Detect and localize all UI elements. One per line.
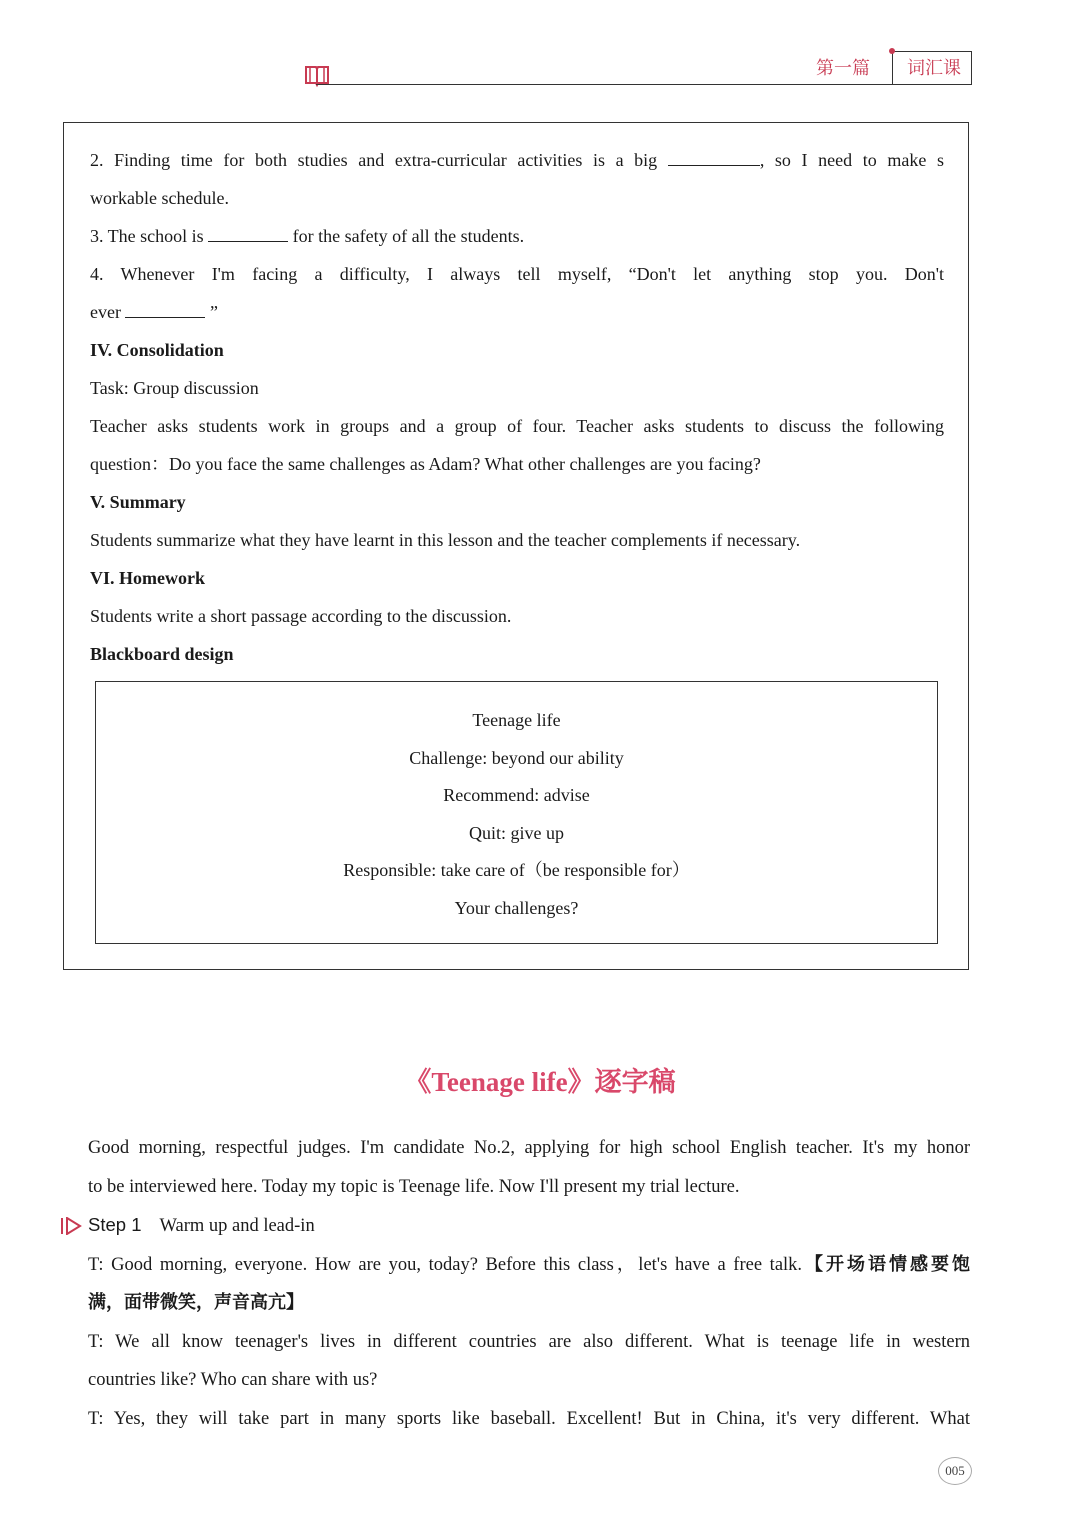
- step-arrow-icon: [60, 1217, 82, 1235]
- consolidation-body-line2: question：Do you face the same challenges as Adam? What other challenges are you facing?: [90, 454, 761, 474]
- script-title: 《Teenage life》逐字稿: [404, 1067, 676, 1097]
- blackboard-line: Quit: give up: [469, 822, 564, 843]
- homework-body: Students write a short passage according to the discussion.: [90, 606, 512, 626]
- exercise-q3: 3. The school is for the safety of all the students.: [90, 217, 944, 255]
- blackboard-line: Recommend: advise: [443, 785, 590, 805]
- summary-heading: V. Summary: [90, 492, 186, 512]
- header-section: [816, 50, 972, 84]
- blackboard-line: Your challenges?: [454, 897, 579, 918]
- header-lesson: 词汇课: [892, 51, 972, 84]
- consolidation-heading: IV. Consolidation: [90, 340, 224, 360]
- step-heading: [88, 1206, 970, 1246]
- summary-body: Students summarize what they have learnt in this lesson and the teacher complements if necessary.: [90, 530, 801, 550]
- stage-note-cont: 满，面带微笑，声音高亢】: [88, 1292, 304, 1313]
- blank-q2: [668, 147, 760, 166]
- blackboard-heading: Blackboard design: [90, 644, 234, 664]
- blank-q3: [208, 223, 288, 242]
- teacher-line2-cont: countries like? Who can share with us?: [88, 1370, 378, 1390]
- teacher-line2: T: We all know teenager's lives in different countries are also different. What is teenage life in western: [88, 1331, 970, 1352]
- step-title: Warm up and lead-in: [159, 1216, 315, 1236]
- blackboard-line: Challenge: beyond our ability: [409, 747, 624, 768]
- exercise-q2-line1: 2. Finding time for both studies and extra-curricular activities is a big , so I need to make s: [90, 141, 944, 179]
- consolidation-body-line1: Teacher asks students work in groups and a group of four. Teacher asks students to discuss the following: [90, 416, 944, 436]
- lesson-plan-box: [63, 122, 969, 970]
- intro-line2: to be interviewed here. Today my topic is Teenage life. Now I'll present my trial lecture.: [88, 1176, 740, 1197]
- stage-note: 【开场语情感要饱: [802, 1253, 970, 1275]
- blackboard-design-box: [95, 681, 938, 944]
- blackboard-line: Teenage life: [472, 710, 561, 730]
- blackboard-line: Responsible: take care of（be responsible for）: [343, 860, 690, 880]
- teacher-line1: T: Good morning, everyone. How are you, today? Before this class，let's have a free talk.【开场语情感要饱: [88, 1253, 970, 1275]
- homework-heading: VI. Homework: [90, 568, 205, 588]
- exercise-q2-line2: workable schedule.: [90, 188, 229, 208]
- consolidation-task: Task: Group discussion: [90, 378, 259, 398]
- exercise-q4-line2: ever ”: [90, 293, 944, 331]
- exercise-q4-line1: 4. Whenever I'm facing a difficulty, I always tell myself, “Don't let anything stop you. Don't: [90, 264, 944, 284]
- intro-line1: Good morning, respectful judges. I'm candidate No.2, applying for high school English teacher. It's my honor: [88, 1138, 970, 1158]
- header-part: 第一篇: [816, 58, 870, 79]
- page-number: 005: [938, 1457, 972, 1485]
- page-header: [300, 48, 972, 90]
- header-rule: [316, 84, 972, 85]
- step-label: Step 1: [88, 1214, 142, 1235]
- lesson-plan-content: [90, 141, 944, 673]
- script-body: [88, 1129, 970, 1438]
- blank-q4: [125, 299, 205, 318]
- teacher-line3: T: Yes, they will take part in many sports like baseball. Excellent! But in China, it's very different. What: [88, 1408, 970, 1429]
